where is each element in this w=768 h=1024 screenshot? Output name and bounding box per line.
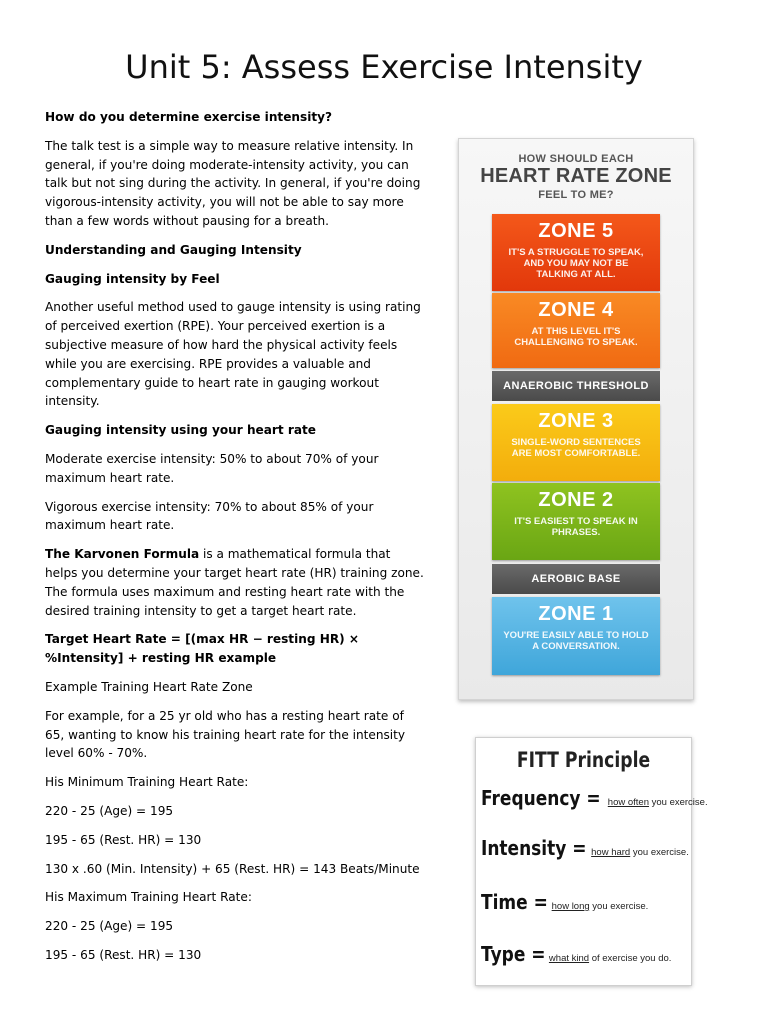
paragraph <box>45 298 425 411</box>
aerobic-base-band: AEROBIC BASE <box>492 564 660 594</box>
paragraph <box>45 545 425 620</box>
zone-5-block <box>492 214 660 291</box>
fitt-term: Time = <box>481 890 548 914</box>
paragraph-text: 195 - 65 (Rest. HR) = 130 <box>45 947 202 962</box>
paragraph-text: 220 - 25 (Age) = 195 <box>45 919 174 934</box>
paragraph <box>45 888 425 907</box>
zone-description: AT THIS LEVEL IT'S CHALLENGING TO SPEAK. <box>514 326 638 348</box>
paragraph-text: Example Training Heart Rate Zone <box>45 679 253 694</box>
bold-text: Gauging intensity using your heart rate <box>45 423 316 438</box>
paragraph-text: is a mathematical formula that helps you determine your target heart rate (HR) training zone. The formula uses maximum and resting heart rate with the desired training intensity to get a target heart rate. <box>45 547 424 618</box>
paragraph-text: 220 - 25 (Age) = 195 <box>45 803 174 818</box>
paragraph-text: His Minimum Training Heart Rate: <box>45 775 249 790</box>
fitt-principle-graphic <box>475 737 708 986</box>
paragraph <box>45 450 425 488</box>
zone-description: IT'S EASIEST TO SPEAK IN PHRASES. <box>514 516 638 538</box>
paragraph-text: His Maximum Training Heart Rate: <box>45 890 252 905</box>
fitt-description: how hard you exercise. <box>591 847 689 858</box>
paragraph <box>45 678 425 697</box>
zone-description: SINGLE-WORD SENTENCES ARE MOST COMFORTABLE. <box>511 437 641 459</box>
bold-text: Target Heart Rate = [(max HR − resting HR) × %Intensity] + resting HR example <box>45 632 360 666</box>
zone-title: ZONE 1 <box>538 603 614 625</box>
paragraph-text: Moderate exercise intensity: 50% to about 70% of your maximum heart rate. <box>45 451 379 485</box>
zone-description: IT'S A STRUGGLE TO SPEAK, AND YOU MAY NOT BE TALKING AT ALL. <box>508 247 644 280</box>
fitt-term: Frequency = <box>481 786 601 810</box>
paragraph <box>45 270 425 289</box>
hr-graphic-title: HEART RATE ZONE <box>480 165 672 187</box>
zone-title: ZONE 5 <box>538 220 614 242</box>
paragraph-text: The talk test is a simple way to measure relative intensity. In general, if you're doing moderate-intensity activity, you can talk but not sing during the activity. In general, if you're doing vigorous-intensity activity, you will not be able to say more than a few words without pausing for a breath. <box>45 138 421 228</box>
paragraph-text: Vigorous exercise intensity: 70% to about 85% of your maximum heart rate. <box>45 499 374 533</box>
zone-title: ZONE 3 <box>538 410 614 432</box>
paragraph <box>45 137 425 231</box>
paragraph-text: Another useful method used to gauge intensity is using rating of perceived exertion (RPE). Your perceived exertion is a subjective measure of how hard the physical activity feels while you are exercising. RPE provides a valuable and complementary guide to heart rate in gauging workout intensity. <box>45 300 421 409</box>
zone-title: ZONE 4 <box>538 299 614 321</box>
paragraph <box>45 630 425 668</box>
zone-3-block <box>492 404 660 481</box>
fitt-row-intensity <box>481 836 689 860</box>
bold-text: Gauging intensity by Feel <box>45 271 220 286</box>
paragraph <box>45 498 425 536</box>
paragraph <box>45 917 425 936</box>
zone-1-block <box>492 597 660 675</box>
fitt-term: Type = <box>481 942 546 966</box>
hr-graphic-subtitle-bottom: FEEL TO ME? <box>538 189 614 201</box>
paragraph <box>45 946 425 965</box>
paragraph <box>45 802 425 821</box>
zone-4-block <box>492 293 660 368</box>
paragraph <box>45 108 425 127</box>
paragraph-text: For example, for a 25 yr old who has a resting heart rate of 65, wanting to know his training heart rate for the intensity level 60% - 70%. <box>45 708 406 761</box>
paragraph <box>45 421 425 440</box>
paragraph-text: 130 x .60 (Min. Intensity) + 65 (Rest. HR) = 143 Beats/Minute <box>45 861 420 876</box>
fitt-description: how long you exercise. <box>551 901 649 912</box>
paragraph <box>45 773 425 792</box>
zone-title: ZONE 2 <box>538 489 614 511</box>
fitt-description: what kind of exercise you do. <box>548 953 672 964</box>
hr-graphic-subtitle-top: HOW SHOULD EACH <box>518 153 634 165</box>
paragraph <box>45 241 425 260</box>
page-title: Unit 5: Assess Exercise Intensity <box>125 48 643 86</box>
paragraph <box>45 707 425 763</box>
bold-text: Understanding and Gauging Intensity <box>45 242 302 257</box>
body-text <box>45 108 425 975</box>
zone-2-block <box>492 483 660 560</box>
zone-description: YOU'RE EASILY ABLE TO HOLD A CONVERSATION. <box>503 630 649 652</box>
fitt-row-time <box>481 890 648 914</box>
bold-text: How do you determine exercise intensity? <box>45 110 333 124</box>
bold-text: The Karvonen Formula <box>45 547 200 562</box>
fitt-row-type <box>481 942 671 966</box>
fitt-row-frequency <box>481 786 708 810</box>
fitt-term: Intensity = <box>481 836 587 860</box>
anaerobic-threshold-band: ANAEROBIC THRESHOLD <box>492 371 660 401</box>
heart-rate-zone-graphic <box>458 138 694 700</box>
paragraph-text: 195 - 65 (Rest. HR) = 130 <box>45 832 202 847</box>
paragraph <box>45 860 425 879</box>
paragraph <box>45 831 425 850</box>
fitt-title: FITT Principle <box>516 748 651 772</box>
fitt-description: how often you exercise. <box>607 797 708 808</box>
